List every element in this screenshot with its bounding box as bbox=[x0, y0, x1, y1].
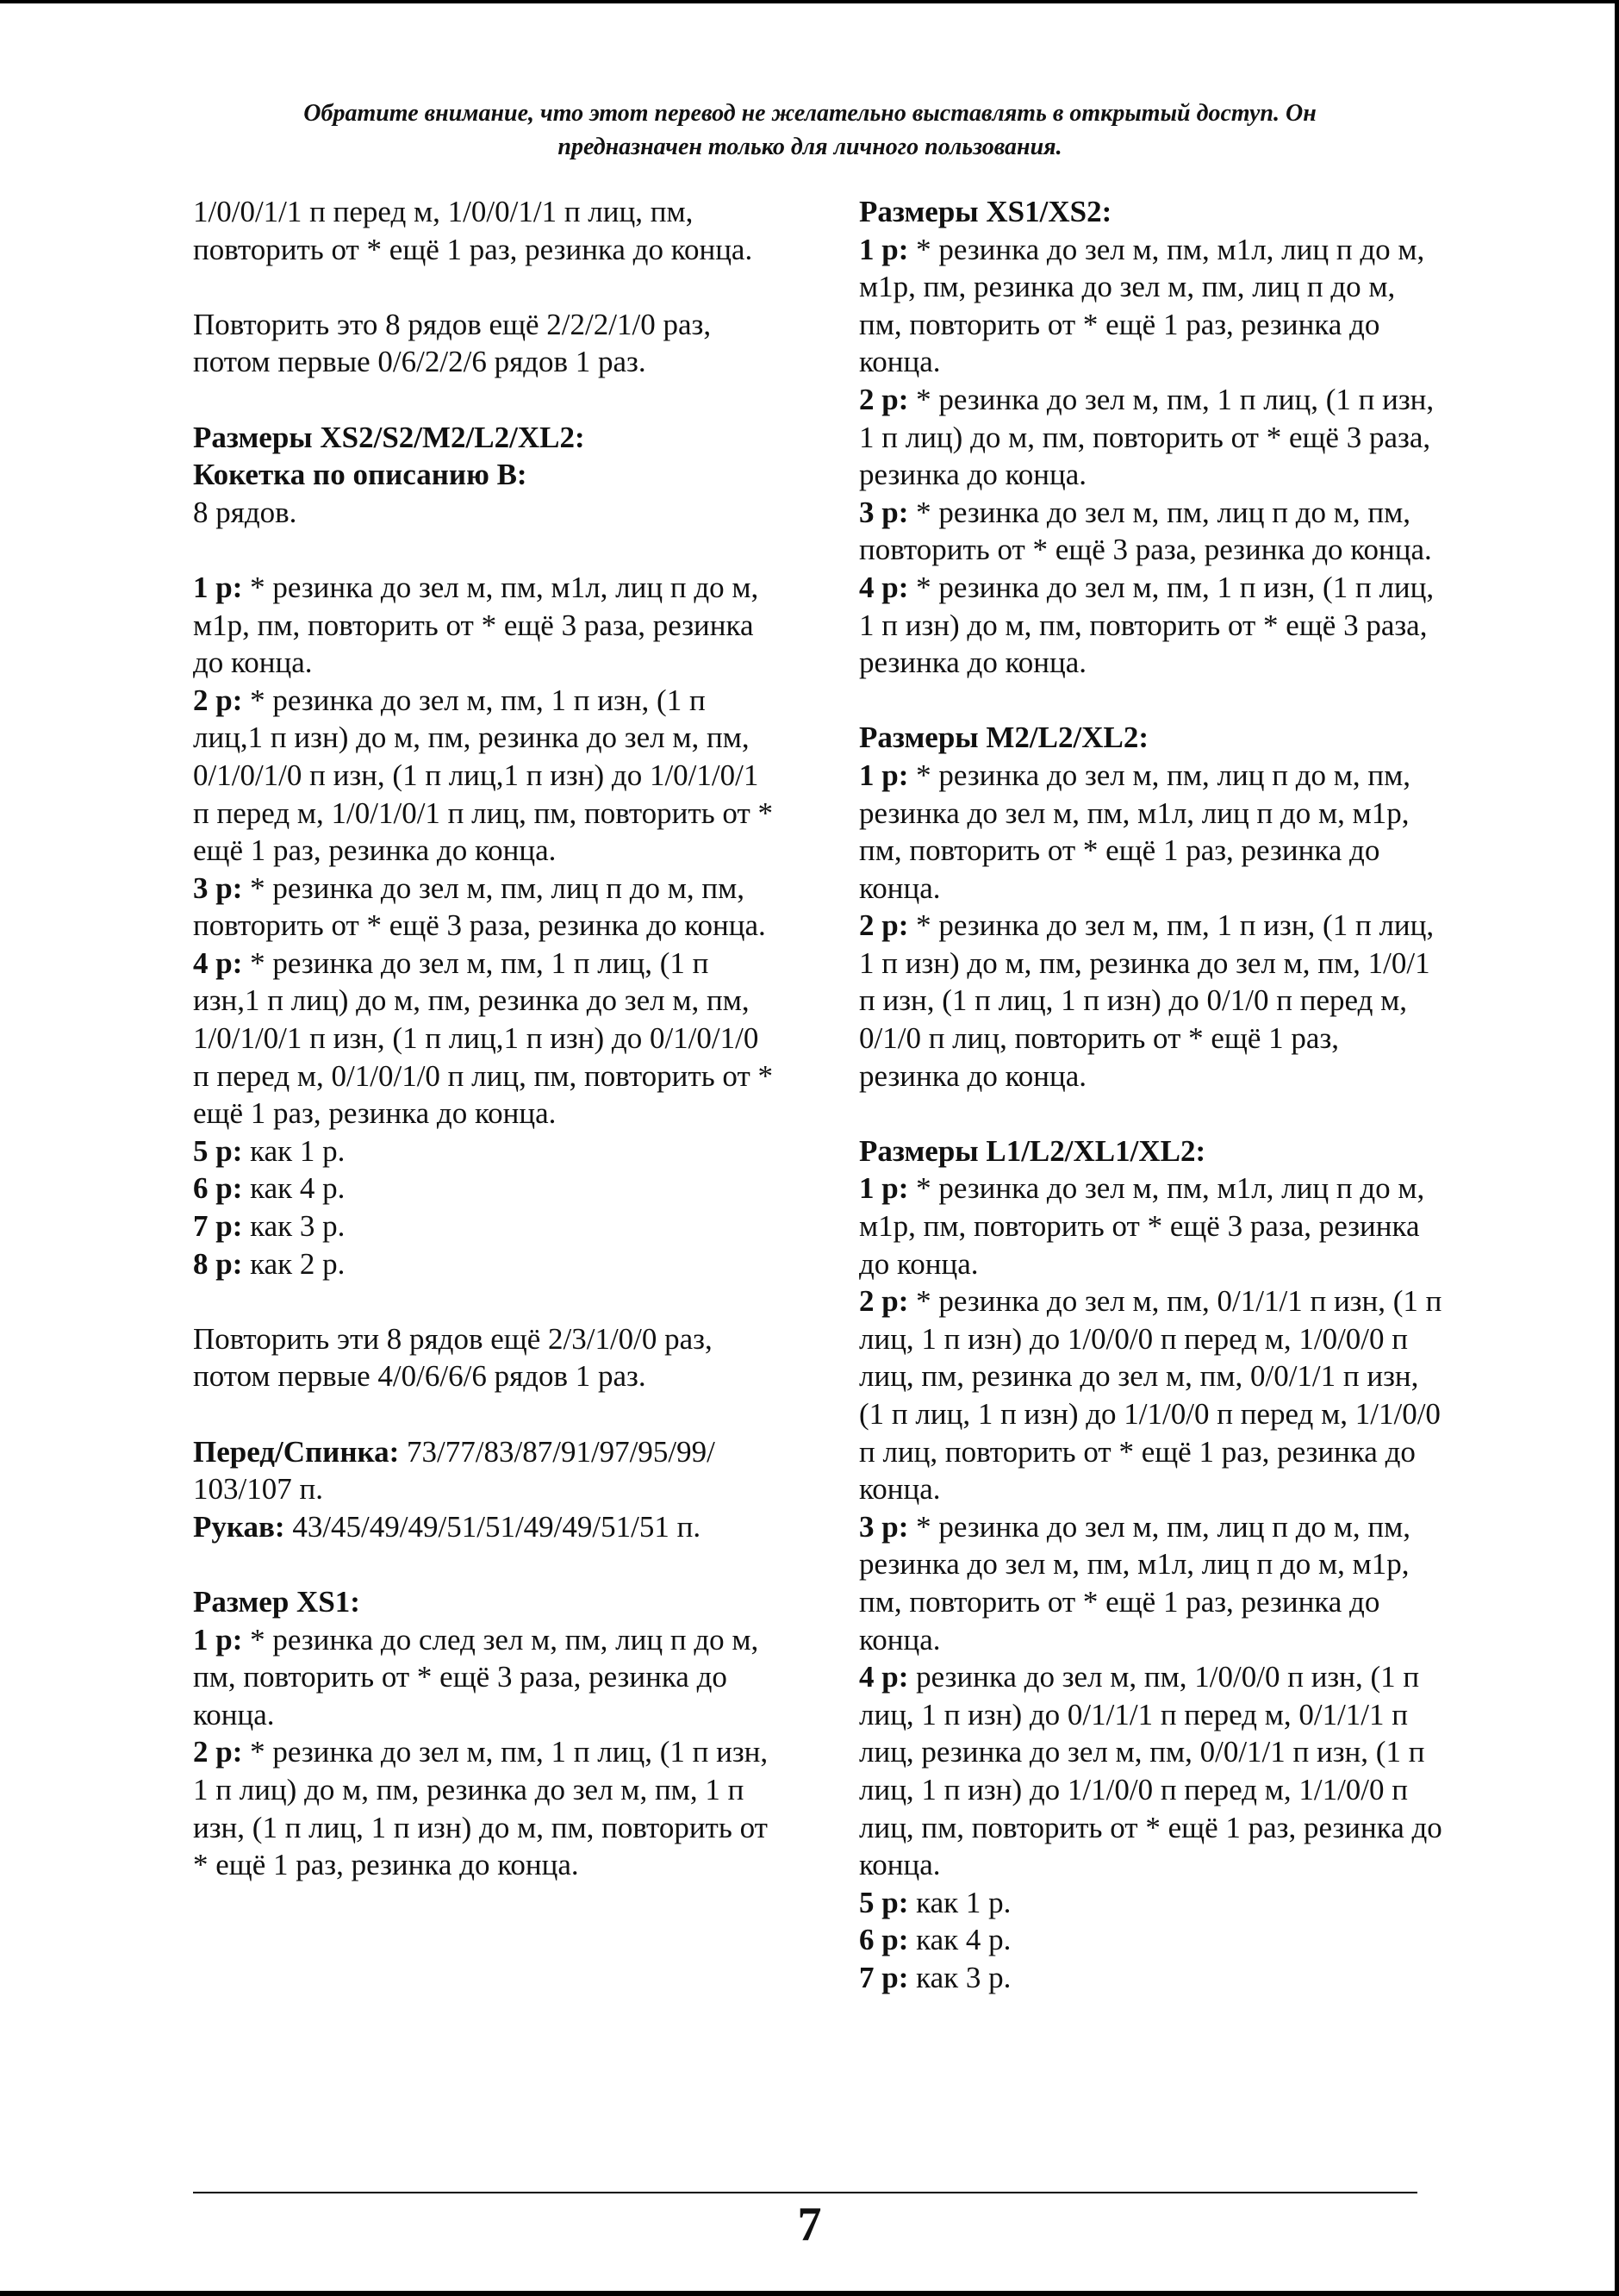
row-instruction bbox=[859, 907, 1445, 1095]
row-text: * резинка до зел м, пм, м1л, лиц п до м, м1р, пм, повторить от * ещё 3 раза, резинка до конца. bbox=[193, 570, 759, 680]
row-text: как 3 р. bbox=[242, 1209, 346, 1244]
paragraph: 1/0/0/1/1 п перед м, 1/0/0/1/1 п лиц, пм, повторить от * ещё 1 раз, резинка до конца. bbox=[193, 195, 753, 266]
row-instruction bbox=[193, 870, 779, 945]
row-instruction bbox=[859, 381, 1445, 494]
row-label: 1 р: bbox=[193, 1622, 243, 1656]
row-text: как 4 р. bbox=[242, 1171, 346, 1206]
section-title: Размеры XS1/XS2: bbox=[859, 195, 1112, 228]
row-instruction bbox=[193, 1245, 779, 1283]
row-label: 4 р: bbox=[859, 570, 909, 604]
row-label: 3 р: bbox=[193, 870, 243, 905]
left-column bbox=[193, 193, 779, 1884]
section-title: Размеры M2/L2/XL2: bbox=[859, 721, 1149, 755]
row-instruction bbox=[859, 1170, 1445, 1282]
row-text: * резинка до зел м, пм, лиц п до м, пм, резинка до зел м, пм, м1л, лиц п до м, м1р, пм, повторить от * ещё 1 раз, резинка до конца. bbox=[859, 758, 1411, 905]
section-title: Размеры XS2/S2/M2/L2/XL2: bbox=[193, 420, 585, 454]
row-label: 8 р: bbox=[193, 1246, 243, 1281]
right-column bbox=[859, 193, 1445, 1997]
row-instruction bbox=[193, 569, 779, 682]
row-label: 3 р: bbox=[859, 495, 909, 529]
stitch-count-sleeve bbox=[193, 1508, 779, 1546]
row-instruction bbox=[193, 945, 779, 1132]
row-text: * резинка до зел м, пм, лиц п до м, пм, повторить от * ещё 3 раза, резинка до конца. bbox=[193, 870, 766, 943]
paragraph: 8 рядов. bbox=[193, 495, 297, 529]
row-label: 7 р: bbox=[193, 1209, 243, 1244]
notice-line-2: предназначен только для личного пользования. bbox=[557, 134, 1062, 160]
row-instruction bbox=[859, 494, 1445, 569]
row-instruction bbox=[193, 1621, 779, 1734]
row-text: как 4 р. bbox=[908, 1923, 1012, 1957]
row-text: * резинка до зел м, пм, 1 п изн, (1 п лиц, 1 п изн) до м, пм, резинка до зел м, пм, 1/0/1 п изн, (1 п лиц, 1 п изн) до 0/1/0 п перед м, 0/1/0 п лиц, повторить от * ещё 1 раз, резинка до конца. bbox=[859, 908, 1435, 1093]
section-title: Размер XS1: bbox=[193, 1584, 360, 1619]
paragraph: Повторить это 8 рядов ещё 2/2/2/1/0 раз, потом первые 0/6/2/2/6 рядов 1 раз. bbox=[193, 307, 712, 379]
notice-line-1: Обратите внимание, что этот перевод не желательно выставлять в открытый доступ. Он bbox=[303, 100, 1317, 127]
row-text: * резинка до зел м, пм, лиц п до м, пм, резинка до зел м, пм, м1л, лиц п до м, м1р, пм, повторить от * ещё 1 раз, резинка до конца. bbox=[859, 1509, 1411, 1656]
section-subtitle: Кокетка по описанию В: bbox=[193, 458, 527, 492]
row-label: 5 р: bbox=[193, 1133, 243, 1168]
row-instruction bbox=[193, 1132, 779, 1170]
row-text: * резинка до зел м, пм, 1 п изн, (1 п лиц, 1 п изн) до м, пм, повторить от * ещё 3 раза, резинка до конца. bbox=[859, 570, 1435, 680]
row-instruction bbox=[859, 231, 1445, 381]
row-text: как 1 р. bbox=[908, 1885, 1012, 1919]
section-title: Размеры L1/L2/XL1/XL2: bbox=[859, 1133, 1206, 1168]
row-label: 3 р: bbox=[859, 1509, 909, 1544]
stitch-count-front bbox=[193, 1433, 779, 1508]
row-instruction bbox=[193, 682, 779, 870]
row-text: * резинка до зел м, пм, лиц п до м, пм, повторить от * ещё 3 раза, резинка до конца. bbox=[859, 495, 1432, 567]
row-text: резинка до зел м, пм, 1/0/0/0 п изн, (1 п лиц, 1 п изн) до 0/1/1/1 п перед м, 0/1/1/1 п лиц, резинка до зел м, пм, 0/0/1/1 п изн, (1 п лиц, 1 п изн) до 1/1/0/0 п перед м, 1/1/0/0 п лиц, пм, повторить от * ещё 1 раз, резинка до конца. bbox=[859, 1660, 1442, 1882]
row-label: 2 р: bbox=[859, 382, 909, 416]
row-text: * резинка до зел м, пм, 0/1/1/1 п изн, (1 п лиц, 1 п изн) до 1/0/0/0 п перед м, 1/0/0/0 п лиц, пм, резинка до зел м, пм, 0/0/1/1 п изн, (1 п лиц, 1 п изн) до 1/1/0/0 п перед м, 1/1/0/0 п лиц, повторить от * ещё 1 раз, резинка до конца. bbox=[859, 1284, 1442, 1507]
row-label: 2 р: bbox=[859, 908, 909, 943]
sleeve-text: 43/45/49/49/51/51/49/49/51/51 п. bbox=[284, 1509, 701, 1544]
row-instruction bbox=[859, 1658, 1445, 1884]
row-instruction bbox=[859, 569, 1445, 682]
row-instruction bbox=[859, 1921, 1445, 1959]
row-label: 1 р: bbox=[859, 232, 909, 266]
row-text: как 3 р. bbox=[908, 1960, 1012, 1994]
front-label: Перед/Спинка: bbox=[193, 1434, 400, 1469]
row-text: * резинка до след зел м, пм, лиц п до м, пм, повторить от * ещё 3 раза, резинка до конца. bbox=[193, 1622, 759, 1731]
row-instruction bbox=[193, 1733, 779, 1883]
row-instruction bbox=[859, 1884, 1445, 1922]
page-border-top bbox=[0, 0, 1619, 3]
row-label: 1 р: bbox=[859, 1171, 909, 1206]
row-text: * резинка до зел м, пм, м1л, лиц п до м, м1р, пм, резинка до зел м, пм, лиц п до м, пм, повторить от * ещё 1 раз, резинка до конца. bbox=[859, 232, 1425, 379]
front-text: 73/77/83/87/91/97/95/99/ 103/107 п. bbox=[193, 1434, 715, 1507]
row-label: 2 р: bbox=[859, 1284, 909, 1319]
row-text: * резинка до зел м, пм, 1 п лиц, (1 п изн, 1 п лиц) до м, пм, резинка до зел м, пм, 1 п изн, (1 п лиц, 1 п изн) до м, пм, повторить от * ещё 1 раз, резинка до конца. bbox=[193, 1735, 769, 1882]
page-border-bottom bbox=[0, 2291, 1619, 2296]
row-label: 6 р: bbox=[193, 1171, 243, 1206]
paragraph: Повторить эти 8 рядов ещё 2/3/1/0/0 раз, потом первые 4/0/6/6/6 рядов 1 раз. bbox=[193, 1321, 713, 1394]
row-text: * резинка до зел м, пм, м1л, лиц п до м, м1р, пм, повторить от * ещё 3 раза, резинка до конца. bbox=[859, 1171, 1425, 1281]
row-label: 4 р: bbox=[193, 945, 243, 980]
row-instruction bbox=[193, 1170, 779, 1207]
row-instruction bbox=[859, 1282, 1445, 1508]
row-label: 4 р: bbox=[859, 1660, 909, 1694]
row-text: * резинка до зел м, пм, 1 п изн, (1 п лиц,1 п изн) до м, пм, резинка до зел м, пм, 0/1/0/1/0 п изн, (1 п лиц,1 п изн) до 1/0/1/0/1 п перед м, 1/0/1/0/1 п лиц, пм, повторить от * ещё 1 раз, резинка до конца. bbox=[193, 683, 773, 868]
row-text: * резинка до зел м, пм, 1 п лиц, (1 п изн, 1 п лиц) до м, пм, повторить от * ещё 3 раза, резинка до конца. bbox=[859, 382, 1435, 492]
row-instruction bbox=[859, 1959, 1445, 1997]
row-label: 1 р: bbox=[193, 570, 243, 604]
row-label: 6 р: bbox=[859, 1923, 909, 1957]
row-label: 7 р: bbox=[859, 1960, 909, 1994]
sleeve-label: Рукав: bbox=[193, 1509, 285, 1544]
copyright-notice bbox=[155, 97, 1465, 164]
row-text: * резинка до зел м, пм, 1 п лиц, (1 п изн,1 п лиц) до м, пм, резинка до зел м, пм, 1/0/1/0/1 п изн, (1 п лиц,1 п изн) до 0/1/0/1/0 п перед м, 0/1/0/1/0 п лиц, пм, повторить от * ещё 1 раз, резинка до конца. bbox=[193, 945, 773, 1131]
row-label: 5 р: bbox=[859, 1885, 909, 1919]
row-text: как 1 р. bbox=[242, 1133, 346, 1168]
row-text: как 2 р. bbox=[242, 1246, 346, 1281]
row-label: 2 р: bbox=[193, 1735, 243, 1769]
row-instruction bbox=[859, 757, 1445, 907]
page-number: 7 bbox=[797, 2198, 822, 2251]
page-border-right bbox=[1615, 0, 1619, 2296]
row-label: 1 р: bbox=[859, 758, 909, 792]
row-instruction bbox=[193, 1207, 779, 1245]
row-instruction bbox=[859, 1508, 1445, 1658]
row-label: 2 р: bbox=[193, 683, 243, 717]
